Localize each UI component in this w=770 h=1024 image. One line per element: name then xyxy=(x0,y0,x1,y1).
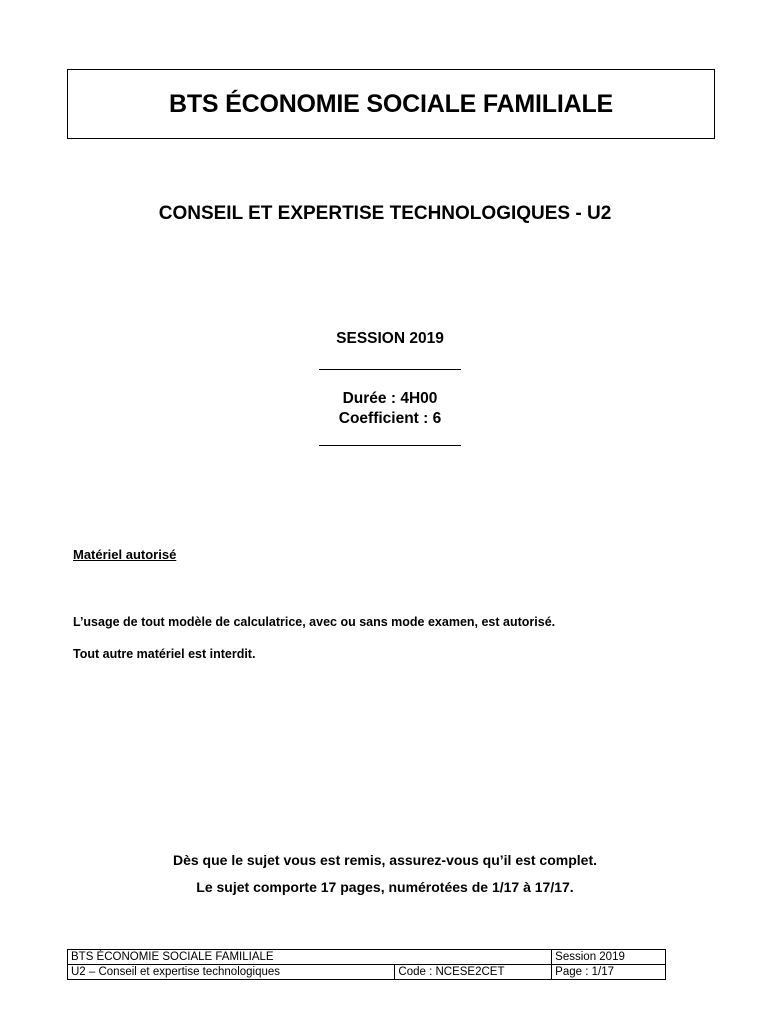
coefficient-label: Coefficient : 6 xyxy=(338,410,442,427)
materials-line-forbidden: Tout autre matériel est interdit. xyxy=(73,647,256,661)
footer-session: Session 2019 xyxy=(552,950,666,965)
footer-code: Code : NCESE2CET xyxy=(395,965,552,980)
footer-unit: U2 – Conseil et expertise technologiques xyxy=(68,965,395,980)
notice-complete: Dès que le sujet vous est remis, assurez-vous qu’il est complet. xyxy=(172,852,598,868)
materials-heading: Matériel autorisé xyxy=(73,547,177,562)
document-title: BTS ÉCONOMIE SOCIALE FAMILIALE xyxy=(168,89,613,118)
materials-line-calculator: L’usage de tout modèle de calculatrice, avec ou sans mode examen, est autorisé. xyxy=(73,615,556,629)
title-box xyxy=(67,69,715,139)
document-subtitle: CONSEIL ET EXPERTISE TECHNOLOGIQUES - U2 xyxy=(158,203,612,224)
separator-bottom xyxy=(319,445,461,446)
footer-table xyxy=(67,949,666,980)
separator-top xyxy=(319,369,461,370)
duration-label: Durée : 4H00 xyxy=(342,390,438,407)
notice-pages: Le sujet comporte 17 pages, numérotées de 1/17 à 17/17. xyxy=(196,879,574,895)
footer-page: Page : 1/17 xyxy=(552,965,666,980)
session-label: SESSION 2019 xyxy=(336,330,444,347)
footer-exam: BTS ÉCONOMIE SOCIALE FAMILIALE xyxy=(68,950,552,965)
